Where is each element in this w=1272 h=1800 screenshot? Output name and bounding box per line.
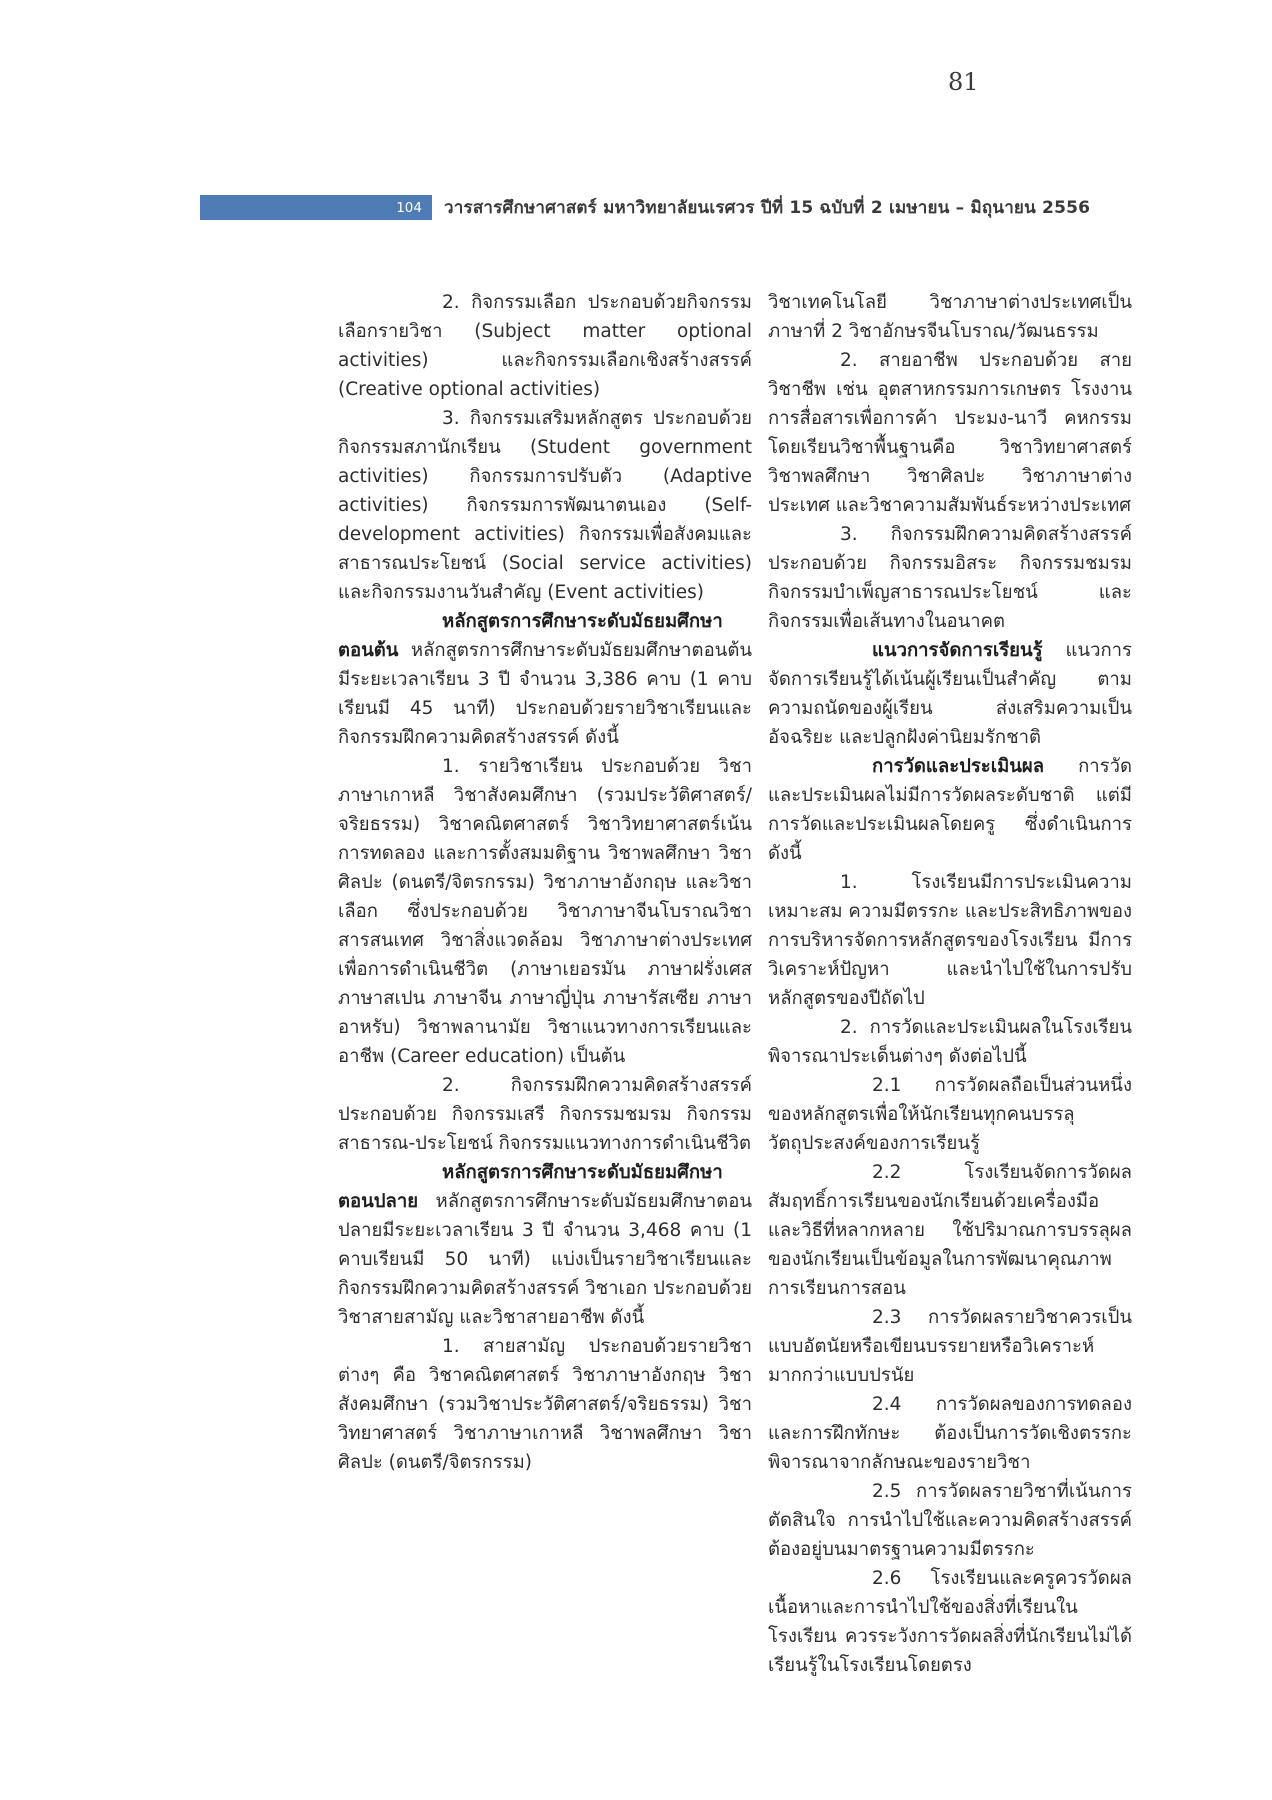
paragraph-text: 2.3 การวัดผลรายวิชาควรเป็นแบบอัตนัยหรือเขียนบรรยายหรือวิเคราะห์มากกว่าแบบปรนัย [768, 1307, 1132, 1386]
paragraph [768, 1158, 1132, 1303]
right-column [768, 288, 1132, 1680]
paragraph [338, 404, 752, 607]
paragraph-text: 1. โรงเรียนมีการประเมินความเหมาะสม ความมีตรรกะ และประสิทธิภาพของการบริหารจัดการหลักสูตรของโรงเรียน มีการวิเคราะห์ปัญหา และนำไปใช้ในการปรับหลักสูตรของปีถัดไป [768, 872, 1133, 1009]
paragraph-text: 1. รายวิชาเรียน ประกอบด้วย วิชาภาษาเกาหลี วิชาสังคมศึกษา (รวมประวัติศาสตร์/จริยธรรม) วิชาคณิตศาสตร์ วิชาวิทยาศาสตร์เน้นการทดลอง และการตั้งสมมติฐาน วิชาพลศึกษา วิชาศิลปะ (ดนตรี/จิตรกรรม) วิชาภาษาอังกฤษ และวิชาเลือก ซึ่งประกอบด้วย วิชาภาษาจีนโบราณวิชาสารสนเทศ วิชาสิ่งแวดล้อม วิชาภาษาต่างประเทศเพื่อการดำเนินชีวิต (ภาษาเยอรมัน ภาษาฝรั่งเศส ภาษาสเปน ภาษาจีน ภาษาญี่ปุ่น ภาษารัสเซีย ภาษาอาหรับ) วิชาพลานามัย วิชาแนวทางการเรียนและอาชีพ (Career education) เป็นต้น [338, 756, 752, 1067]
paragraph-text: หลักสูตรการศึกษาระดับมัธยมศึกษาตอนปลายมีระยะเวลาเรียน 3 ปี จำนวน 3,468 คาบ (1 คาบเรียนมี 50 นาที) แบ่งเป็นรายวิชาเรียนและกิจกรรมฝึกความคิดสร้างสรรค์ วิชาเอก ประกอบด้วย วิชาสายสามัญ และวิชาสายอาชีพ ดังนี้ [338, 1191, 752, 1328]
inline-heading: การวัดและประเมินผล [872, 756, 1045, 777]
paragraph [338, 288, 752, 404]
paragraph [338, 607, 752, 752]
paragraph-text: 2.6 โรงเรียนและครูควรวัดผลเนื้อหาและการนำไปใช้ของสิ่งที่เรียนในโรงเรียน ควรระวังการวัดผลสิ่งที่นักเรียนไม่ได้เรียนรู้ในโรงเรียนโดยตรง [768, 1568, 1132, 1676]
paragraph-text: 1. สายสามัญ ประกอบด้วยรายวิชาต่างๆ คือ วิชาคณิตศาสตร์ วิชาภาษาอังกฤษ วิชาสังคมศึกษา (รวมวิชาประวัติศาสตร์/จริยธรรม) วิชาวิทยาศาสตร์ วิชาภาษาเกาหลี วิชาพลศึกษา วิชาศิลปะ (ดนตรี/จิตรกรรม) [338, 1336, 752, 1473]
paragraph-text: 3. กิจกรรมฝึกความคิดสร้างสรรค์ ประกอบด้วย กิจกรรมอิสระ กิจกรรมชมรม กิจกรรมบำเพ็ญสาธารณประโยชน์ และกิจกรรมเพื่อเส้นทางในอนาคต [768, 524, 1132, 632]
journal-header [200, 194, 1090, 221]
paragraph-text: 2. กิจกรรมฝึกความคิดสร้างสรรค์ ประกอบด้วย กิจกรรมเสรี กิจกรรมชมรม กิจกรรมสาธารณ-ประโยชน์ กิจกรรมแนวทางการดำเนินชีวิต [338, 1075, 752, 1154]
paragraph [768, 636, 1132, 752]
paragraph-text: การวัดและประเมินผลไม่มีการวัดผลระดับชาติ แต่มีการวัดและประเมินผลโดยครู ซึ่งดำเนินการดังนี้ [768, 756, 1132, 864]
inline-heading: หลักสูตรการศึกษาระดับมัธยมศึกษาตอนปลาย [338, 1162, 723, 1212]
paragraph [768, 752, 1132, 868]
paragraph [768, 520, 1132, 636]
paragraph [768, 346, 1132, 520]
left-column [338, 288, 752, 1477]
paragraph-text: 2.4 การวัดผลของการทดลองและการฝึกทักษะ ต้องเป็นการวัดเชิงตรรกะ พิจารณาจากลักษณะของรายวิชา [768, 1394, 1132, 1473]
paragraph-text: วิชาเทคโนโลยี วิชาภาษาต่างประเทศเป็นภาษาที่ 2 วิชาอักษรจีนโบราณ/วัฒนธรรม [768, 292, 1132, 342]
paragraph [338, 1158, 752, 1332]
paragraph-text: 2. กิจกรรมเลือก ประกอบด้วยกิจกรรมเลือกรายวิชา (Subject matter optional activities) และกิจกรรมเลือกเชิงสร้างสรรค์ (Creative optional activities) [338, 292, 752, 400]
paragraph [338, 1071, 752, 1158]
journal-title: วารสารศึกษาศาสตร์ มหาวิทยาลัยนเรศวร ปีที่ 15 ฉบับที่ 2 เมษายน – มิถุนายน 2556 [444, 198, 1091, 218]
paragraph-text: 2.5 การวัดผลรายวิชาที่เน้นการตัดสินใจ การนำไปใช้และความคิดสร้างสรรค์ ต้องอยู่บนมาตรฐานความมีตรรกะ [768, 1481, 1132, 1560]
header-page-badge-bar [200, 195, 432, 220]
paragraph [768, 868, 1132, 1013]
paragraph-text: 2.2 โรงเรียนจัดการวัดผลสัมฤทธิ์การเรียนของนักเรียนด้วยเครื่องมือและวิธีที่หลากหลาย ใช้ปริมาณการบรรลุผลของนักเรียนเป็นข้อมูลในการพัฒนาคุณภาพการเรียนการสอน [768, 1162, 1132, 1299]
paragraph-text: 2. การวัดและประเมินผลในโรงเรียน พิจารณาประเด็นต่างๆ ดังต่อไปนี้ [768, 1017, 1132, 1067]
paragraph [768, 1013, 1132, 1071]
inline-heading: แนวการจัดการเรียนรู้ [872, 640, 1043, 661]
paragraph [768, 1071, 1132, 1158]
page-number: 81 [948, 68, 979, 96]
paragraph [768, 1303, 1132, 1390]
paragraph [768, 1564, 1132, 1680]
paragraph [338, 752, 752, 1071]
inline-heading: หลักสูตรการศึกษาระดับมัธยมศึกษาตอนต้น [338, 611, 723, 661]
paragraph [768, 1477, 1132, 1564]
header-page-badge: 104 [396, 199, 422, 216]
paragraph-text: แนวการจัดการเรียนรู้ได้เน้นผู้เรียนเป็นสำคัญ ตามความถนัดของผู้เรียน ส่งเสริมความเป็นอัจฉริยะ และปลูกฝังค่านิยมรักชาติ [768, 640, 1132, 748]
paragraph [338, 1332, 752, 1477]
paragraph-text: 3. กิจกรรมเสริมหลักสูตร ประกอบด้วยกิจกรรมสภานักเรียน (Student government activities) กิจกรรมการปรับตัว (Adaptive activities) กิจกรรมการพัฒนาตนเอง (Self-development activities) กิจกรรมเพื่อสังคมและสาธารณประโยชน์ (Social service activities) และกิจกรรมงานวันสำคัญ (Event activities) [338, 408, 752, 603]
paragraph-text: 2. สายอาชีพ ประกอบด้วย สายวิชาชีพ เช่น อุตสาหกรรมการเกษตร โรงงาน การสื่อสารเพื่อการค้า ประมง-นาวี คหกรรม โดยเรียนวิชาพื้นฐานคือ วิชาวิทยาศาสตร์ วิชาพลศึกษา วิชาศิลปะ วิชาภาษาต่างประเทศ และวิชาความสัมพันธ์ระหว่างประเทศ [768, 350, 1132, 516]
paragraph-text: 2.1 การวัดผลถือเป็นส่วนหนึ่งของหลักสูตรเพื่อให้นักเรียนทุกคนบรรลุวัตถุประสงค์ของการเรียนรู้ [768, 1075, 1132, 1154]
paragraph-text: หลักสูตรการศึกษาระดับมัธยมศึกษาตอนต้นมีระยะเวลาเรียน 3 ปี จำนวน 3,386 คาบ (1 คาบเรียนมี 45 นาที) ประกอบด้วยรายวิชาเรียนและกิจกรรมฝึกความคิดสร้างสรรค์ ดังนี้ [338, 640, 752, 748]
paragraph [768, 288, 1132, 346]
paragraph [768, 1390, 1132, 1477]
